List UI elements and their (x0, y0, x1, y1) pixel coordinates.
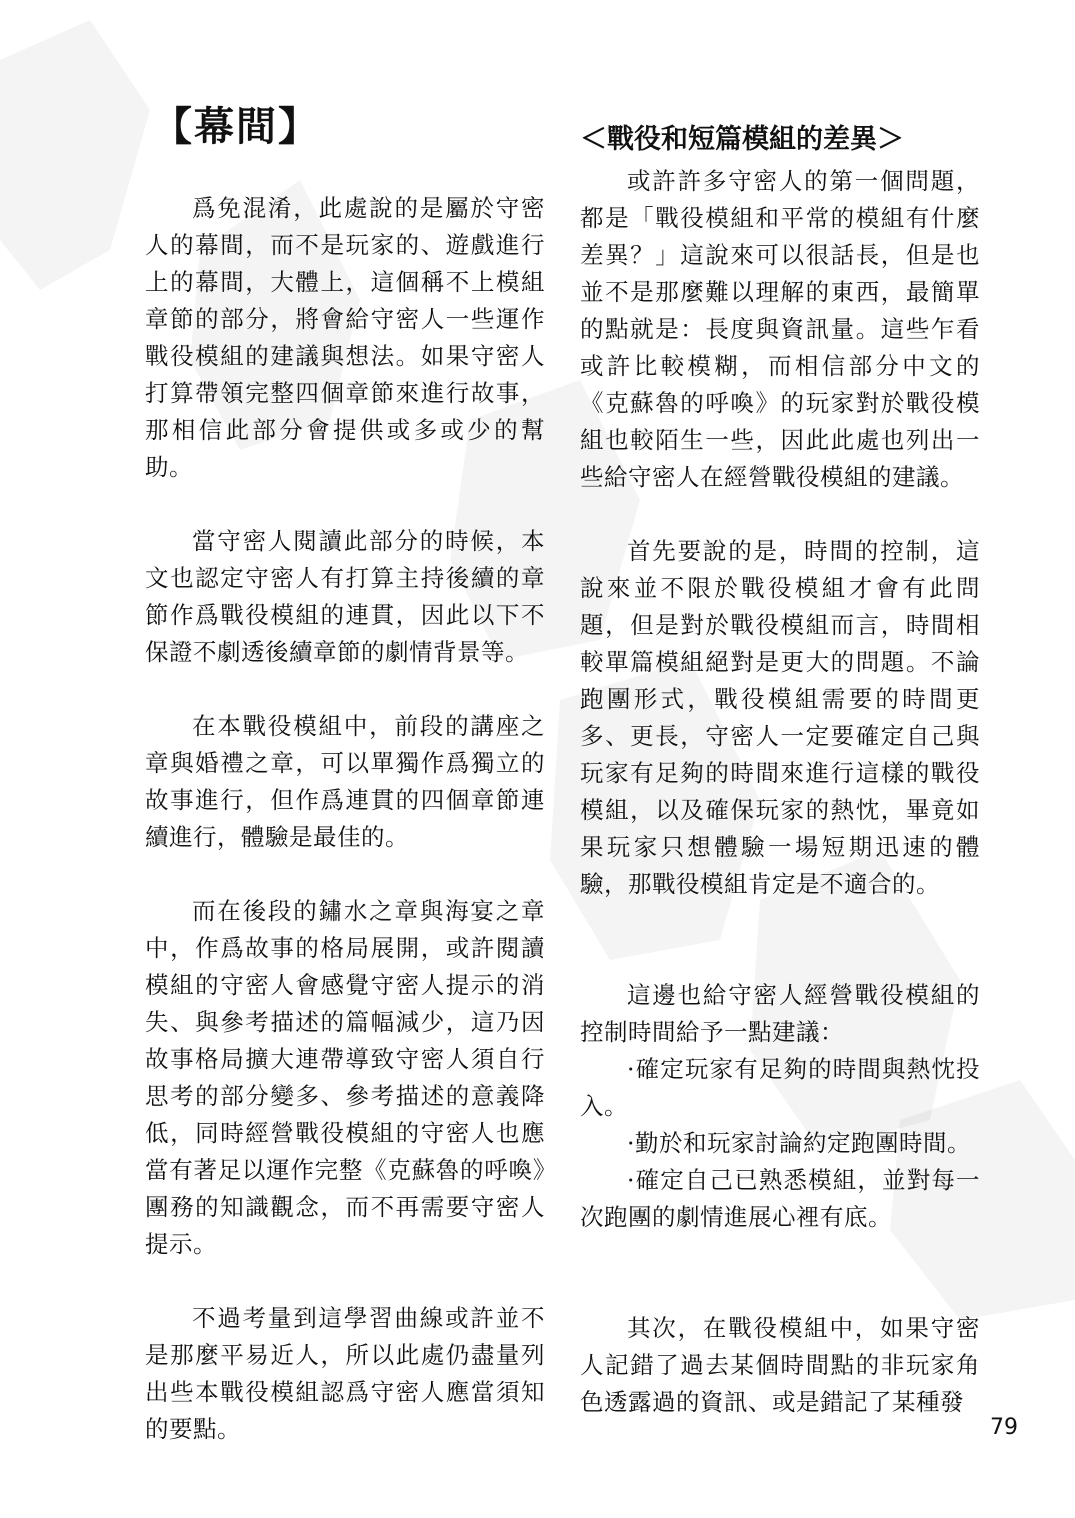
right-column (580, 163, 980, 1421)
bullet-item: ·勤於和玩家討論約定跑團時間。 (627, 1129, 971, 1157)
paragraph: 不過考量到這學習曲線或許並不是那麼平易近人，所以此處仍盡量列出些本戰役模組認爲守密人應當須知的要點。 (145, 1304, 545, 1443)
paragraph: 在本戰役模組中，前段的講座之章與婚禮之章，可以單獨作爲獨立的故事進行，但作爲連貫的四個章節連續進行，體驗是最佳的。 (145, 712, 545, 851)
paragraph: 首先要說的是，時間的控制，這說來並不限於戰役模組才會有此問題，但是對於戰役模組而言，時間相較單篇模組絕對是更大的問題。不論跑團形式，戰役模組需要的時間更多、更長，守密人一定要確定自己與玩家有足夠的時間來進行這樣的戰役模組，以及確保玩家的熱忱，畢竟如果玩家只想體驗一場短期迅速的體驗，那戰役模組肯定是不適合的。 (580, 537, 980, 898)
bullet-item: ·確定自己已熟悉模組，並對每一次跑團的劇情進展心裡有底。 (580, 1166, 980, 1231)
paragraph: 其次，在戰役模組中，如果守密人記錯了過去某個時間點的非玩家角色透露過的資訊、或是錯記了某種發 (580, 1314, 980, 1416)
paragraph: 或許許多守密人的第一個問題，都是「戰役模組和平常的模組有什麼差異？」這說來可以很話長，但是也並不是那麼難以理解的東西，最簡單的點就是：長度與資訊量。這些乍看或許比較模糊，而相信部分中文的《克蘇魯的呼喚》的玩家對於戰役模組也較陌生一些，因此此處也列出一些給守密人在經營戰役模組的建議。 (580, 167, 980, 491)
bullet-item: ·確定玩家有足夠的時間與熱忱投入。 (580, 1055, 980, 1120)
page-number: 79 (990, 1415, 1018, 1440)
left-column (145, 190, 545, 1448)
section-heading: ＜戰役和短篇模組的差異＞ (580, 124, 904, 155)
paragraph: 這邊也給守密人經營戰役模組的控制時間給予一點建議： (580, 981, 980, 1046)
paragraph: 爲免混淆，此處說的是屬於守密人的幕間，而不是玩家的、遊戲進行上的幕間，大體上，這個稱不上模組章節的部分，將會給守密人一些運作戰役模組的建議與想法。如果守密人打算帶領完整四個章節來進行故事，那相信此部分會提供或多或少的幫助。 (145, 194, 545, 481)
paragraph: 當守密人閱讀此部分的時候，本文也認定守密人有打算主持後續的章節作爲戰役模組的連貫，因此以下不保證不劇透後續章節的劇情背景等。 (145, 527, 545, 666)
paragraph: 而在後段的鏽水之章與海宴之章中，作爲故事的格局展開，或許閱讀模組的守密人會感覺守密人提示的消失、與參考描述的篇幅減少，這乃因故事格局擴大連帶導致守密人須自行思考的部分變多、參考描述的意義降低，同時經營戰役模組的守密人也應當有著足以運作完整《克蘇魯的呼喚》團務的知識觀念，而不再需要守密人提示。 (145, 897, 545, 1258)
page-title: 【幕間】 (152, 104, 320, 150)
